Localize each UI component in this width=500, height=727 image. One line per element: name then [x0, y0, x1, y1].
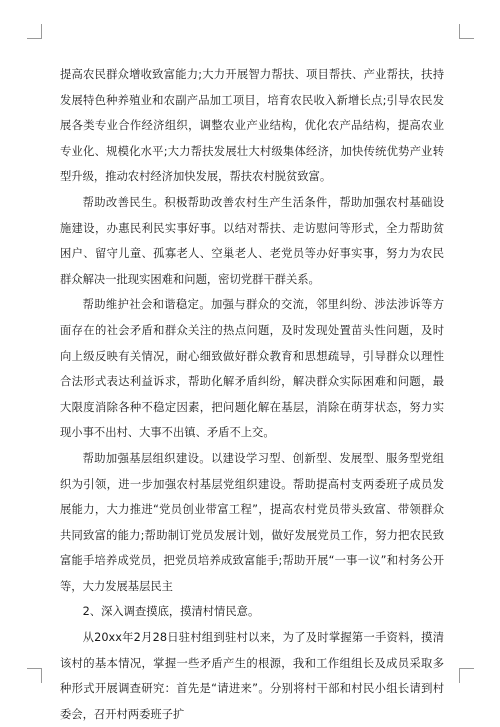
crop-mark-bottom-left	[27, 668, 42, 683]
paragraph-investigation-details: 从20xx年2月28日驻村组到驻村以来，为了及时掌握第一手资料，摸清该村的基本情况，掌握一些矛盾产生的根源，我和工作组组长及成员采取多种形式开展调查研究：首先是“请进来”。分别将村干部和村民小组长请到村委会，召开村两委班子扩	[60, 631, 444, 721]
crop-mark-bottom-right	[459, 668, 474, 683]
section-heading-investigation: 2、深入调查摸底，摸清村情民意。	[82, 605, 260, 619]
paragraph-improve-livelihood: 帮助改善民生。积极帮助改善农村生产生活条件，帮助加强农村基础设施建设，办惠民利民实事好事。以结对帮扶、走访慰问等形式，全力帮助贫困户、留守儿童、孤寡老人、空巢老人、老党员等办好事实事，努力为农民群众解决一批现实困难和问题，密切党群干群关系。	[60, 195, 444, 286]
crop-mark-top-left	[27, 24, 42, 39]
crop-mark-top-right	[459, 24, 474, 39]
paragraph-continuation: 提高农民群众增收致富能力;大力开展智力帮扶、项目帮扶、产业帮扶，扶持发展特色种养殖业和农副产品加工项目，培育农民收入新增长点;引导农民发展各类专业合作经济组织，调整农业产业结构，优化农产品结构，提高农业专业化、规模化水平;大力帮扶发展壮大村级集体经济，加快传统优势产业转型升级，推动农村经济加快发展，帮扶农村脱贫致富。	[60, 68, 444, 184]
paragraph-social-stability: 帮助维护社会和谐稳定。加强与群众的交流，邻里纠纷、涉法涉诉等方面存在的社会矛盾和群众关注的热点问题，及时发现处置苗头性问题，及时向上级反映有关情况，耐心细致做好群众教育和思想疏导，引导群众以理性合法形式表达利益诉求，帮助化解矛盾纠纷，解决群众实际困难和问题，最大限度消除各种不稳定因素，把问题化解在基层，消除在萌芽状态，努力实现小事不出村、大事不出镇、矛盾不上交。	[60, 298, 444, 440]
document-body	[60, 62, 444, 727]
paragraph-grassroots-organization: 帮助加强基层组织建设。以建设学习型、创新型、发展型、服务型党组织为引领，进一步加强农村基层党组织建设。帮助提高村支两委班子成员发展能力，大力推进“党员创业带富工程”，提高农村党员带头致富、带领群众共同致富的能力;帮助制订党员发展计划，做好发展党员工作，努力把农民致富能手培养成党员，把党员培养成致富能手;帮助开展“一事一议”和村务公开等，大力发展基层民主	[60, 451, 444, 593]
